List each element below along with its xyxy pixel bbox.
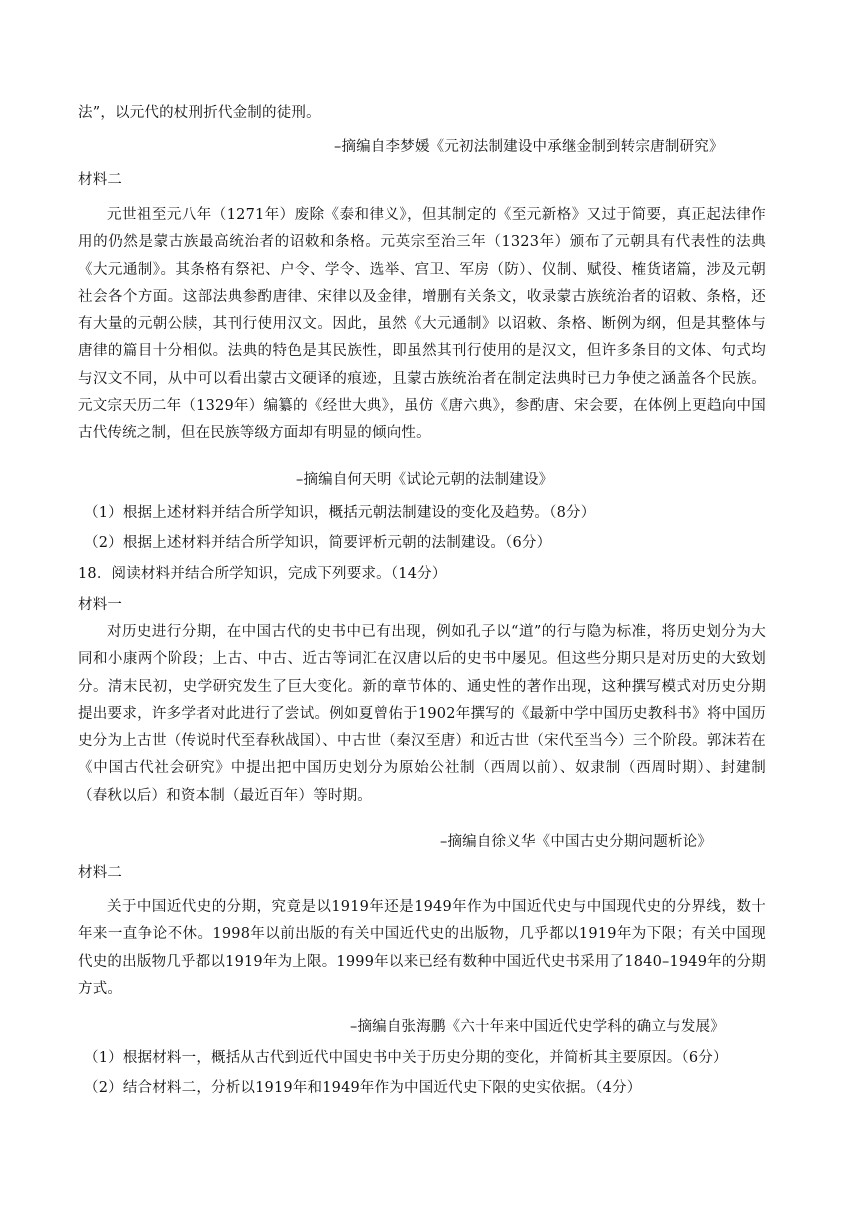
top-fragment-text: 法”，以元代的杖刑折代金制的徒刑。	[78, 105, 321, 121]
q17-material1-source: –摘编自李梦媛《元初法制建设中承继金制到转宗唐制研究》	[334, 139, 724, 155]
q17-question-2: （2）根据上述材料并结合所学知识，简要评析元朝的法制建设。（6分）	[84, 535, 552, 551]
q17-material2-label: 材料二	[78, 172, 123, 188]
q18-material2-paragraph: 关于中国近代史的分期，究竟是以1919年还是1949年作为中国近代史与中国现代史的分界线，数十年来一直争论不休。1998年以前出版的有关中国近代史的出版物，几乎都以1919年为下限；有关中国现代史的出版物几乎都以1919年为上限。1999年以来已经有数种中国近代史书采用了1840–1949年的分期方式。	[78, 899, 766, 997]
q17-question-1: （1）根据上述材料并结合所学知识，概括元朝法制建设的变化及趋势。（8分）	[84, 505, 596, 521]
q18-material2-label: 材料二	[78, 865, 123, 881]
q18-question-1: （1）根据材料一，概括从古代到近代中国史书中关于历史分期的变化，并简析其主要原因。（6分）	[84, 1050, 728, 1066]
q18-material1-paragraph: 对历史进行分期，在中国古代的史书中已有出现，例如孔子以“道”的行与隐为标准，将历史划分为大同和小康两个阶段；上古、中古、近古等词汇在汉唐以后的史书中屡见。但这些分期只是对历史的大致划分。清末民初，史学研究发生了巨大变化。新的章节体的、通史性的著作出现，这种撰写模式对历史分期提出要求，许多学者对此进行了尝试。例如夏曾佑于1902年撰写的《最新中学中国历史教科书》将中国历史分为上古世（传说时代至春秋战国）、中古世（秦汉至唐）和近古世（宋代至当今）三个阶段。郭沫若在《中国古代社会研究》中提出把中国历史划分为原始公社制（西周以前）、奴隶制（西周时期）、封建制（春秋以后）和资本制（最近百年）等时期。	[78, 624, 766, 804]
q18-heading: 18．阅读材料并结合所学知识，完成下列要求。（14分）	[78, 566, 447, 582]
q18-material2-source: –摘编自张海鹏《六十年来中国近代史学科的确立与发展》	[350, 1019, 725, 1035]
q17-material2-source: –摘编自何天明《试论元朝的法制建设》	[296, 472, 554, 488]
q18-question-2: （2）结合材料二，分析以1919年和1949年作为中国近代史下限的史实依据。（4分）	[84, 1080, 642, 1096]
q18-material1-label: 材料一	[78, 597, 123, 613]
q17-material2-paragraph: 元世祖至元八年（1271年）废除《泰和律义》，但其制定的《至元新格》又过于简要，真正起法律作用的仍然是蒙古族最高统治者的诏敕和条格。元英宗至治三年（1323年）颁布了元朝具有代表性的法典《大元通制》。其条格有祭祀、户令、学令、选举、宫卫、军房（防）、仪制、赋役、榷货诸篇，涉及元朝社会各个方面。这部法典参酌唐律、宋律以及金律，增删有关条文，收录蒙古族统治者的诏敕、条格，还有大量的元朝公牍，其刊行使用汉文。因此，虽然《大元通制》以诏敕、条格、断例为纲，但是其整体与唐律的篇目十分相似。法典的特色是其民族性，即虽然其刊行使用的是汉文，但许多条目的文体、句式均与汉文不同，从中可以看出蒙古文硬译的痕迹，且蒙古族统治者在制定法典时已力争使之涵盖各个民族。元文宗天历二年（1329年）编纂的《经世大典》，虽仿《唐六典》，参酌唐、宋会要，在体例上更趋向中国古代传统之制，但在民族等级方面却有明显的倾向性。	[78, 207, 766, 442]
q18-material1-source: –摘编自徐义华《中国古史分期问题析论》	[440, 834, 713, 850]
